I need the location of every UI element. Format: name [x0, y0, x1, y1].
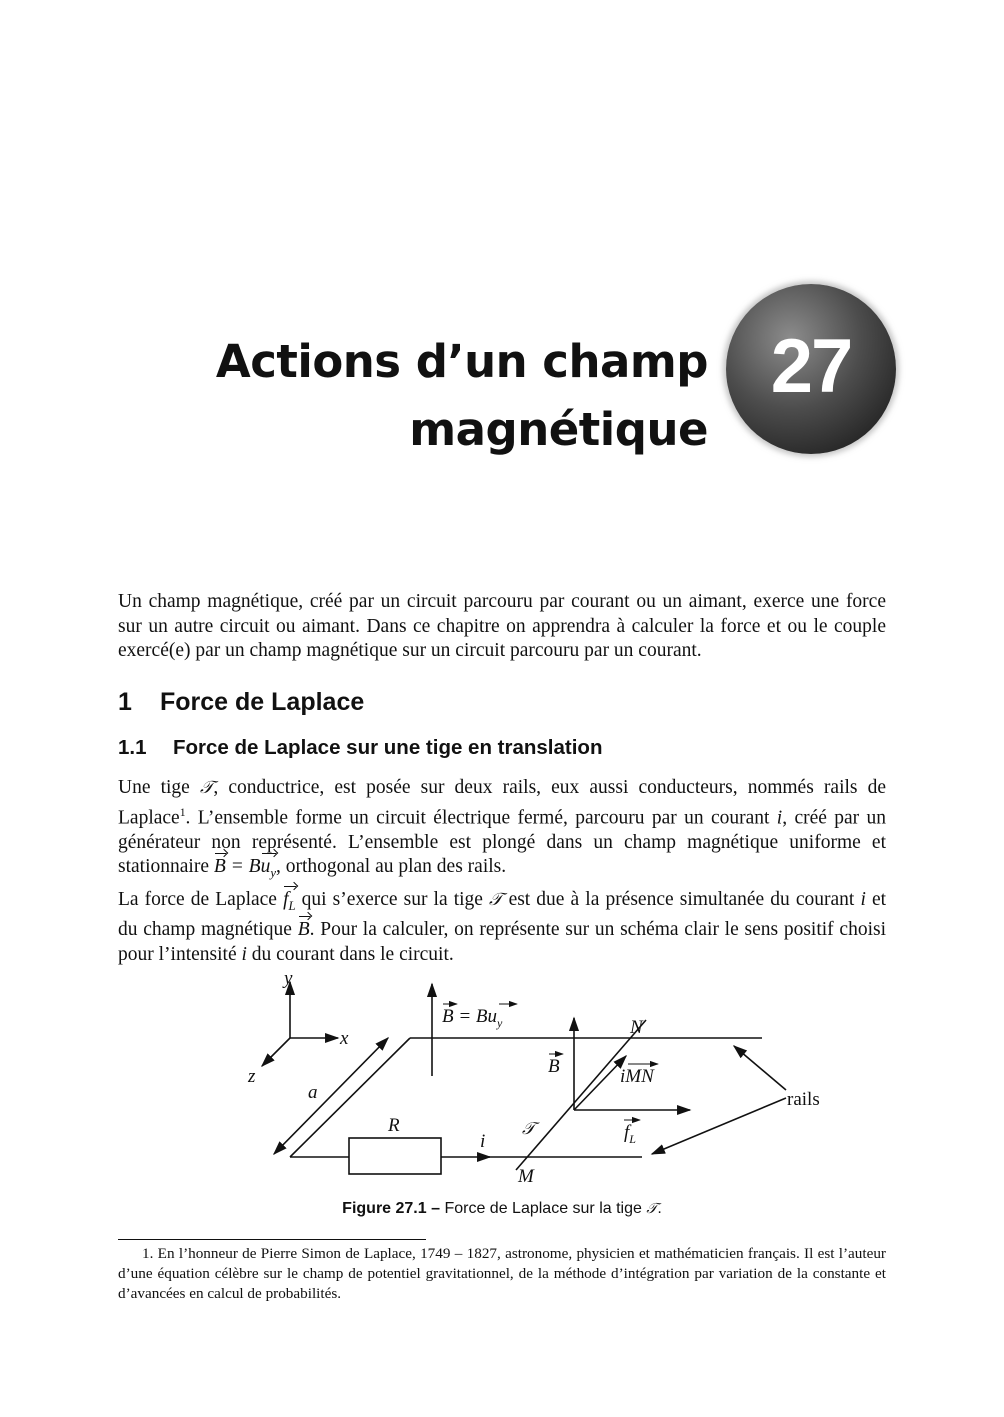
label-B-top: $B = Bu_y$ — [442, 1006, 503, 1030]
chapter-title-line2: magnétique — [409, 403, 708, 456]
label-R: R — [388, 1115, 400, 1136]
label-iMN: iMN — [620, 1066, 654, 1087]
label-fL: $f_L$ — [624, 1122, 636, 1146]
section-number: 1 — [118, 688, 132, 716]
axis-z — [262, 1038, 290, 1066]
label-y: y — [284, 968, 293, 989]
label-x: x — [340, 1028, 349, 1049]
vector-B: B — [214, 855, 226, 880]
figure-caption: Figure 27.1 – Force de Laplace sur la tige 𝒯. — [342, 1200, 662, 1217]
label-a: a — [308, 1082, 318, 1103]
subsection-heading — [118, 736, 602, 760]
chapter-number-badge — [726, 284, 896, 454]
body-paragraph-2: La force de Laplace $f_L$ qui s’exerce sur la tige 𝒯 est due à la présence simultanée du courant i et du champ magnétique B. Pour la calculer, on représente sur un schéma clair le sens positif choisi pour l’intensité i du courant dans le circuit. — [118, 889, 887, 965]
vector-B: B — [298, 918, 310, 943]
body-paragraph-1: Une tige 𝒯, conductrice, est posée sur deux rails, eux aussi conducteurs, nommés rails de Laplace$^1$. L’ensemble forme un circuit électrique fermé, parcouru par un courant i, créé par un générateur non représenté. L’ensemble est plongé dans un champ magnétique uniforme et stationnaire $B = Bu_y$, orthogonal au plan des rails. — [118, 776, 886, 885]
chapter-number: 27 — [770, 323, 852, 409]
subsection-number: 1.1 — [118, 736, 147, 759]
laplace-rails-figure — [0, 960, 1004, 1190]
subsection-title: Force de Laplace sur une tige en translation — [173, 736, 603, 759]
label-B-mid: B — [548, 1056, 560, 1077]
label-i: i — [480, 1131, 486, 1152]
figure-label: Figure 27.1 — [342, 1200, 427, 1217]
current-symbol: i — [776, 807, 783, 828]
intro-paragraph: Un champ magnétique, créé par un circuit parcouru par courant ou un aimant, exerce une force sur un autre circuit ou aimant. Dans ce chapitre on apprendra à calculer la force et ou le couple exercé(e) par un champ magnétique sur un circuit parcouru par un courant. — [118, 591, 886, 661]
label-T: 𝒯 — [522, 1119, 536, 1139]
label-N: N — [630, 1017, 643, 1038]
footnote-ref: 1 — [179, 805, 186, 819]
footnote-rule — [118, 1239, 426, 1240]
label-z: z — [248, 1066, 256, 1087]
dimension-a-arrow — [274, 1038, 388, 1154]
iMN-arrow — [574, 1056, 626, 1110]
section-heading — [118, 688, 364, 717]
resistor — [349, 1138, 441, 1174]
label-rails: rails — [787, 1089, 820, 1110]
rails-pointer-lower — [652, 1098, 786, 1154]
chapter-title-line1: Actions d’un champ — [215, 335, 708, 388]
rod-symbol: 𝒯 — [199, 778, 214, 798]
vector-fL: $f_L$ — [283, 888, 295, 918]
section-title: Force de Laplace — [160, 688, 365, 716]
rails-pointer-upper — [734, 1046, 786, 1090]
label-M: M — [518, 1166, 534, 1187]
vector-u: $u_y$ — [261, 855, 276, 885]
rod-T — [516, 1020, 646, 1170]
chapter-title — [108, 328, 708, 464]
footnote: 1. En l’honneur de Pierre Simon de Laplace, 1749 – 1827, astronome, physicien et mathématicien français. Il est l’auteur d’une équation célèbre sur le champ de potentiel gravitationnel, de la méthode d’intégration par variation de la constante et d’avancées en calcul de probabilités. — [118, 1245, 886, 1302]
